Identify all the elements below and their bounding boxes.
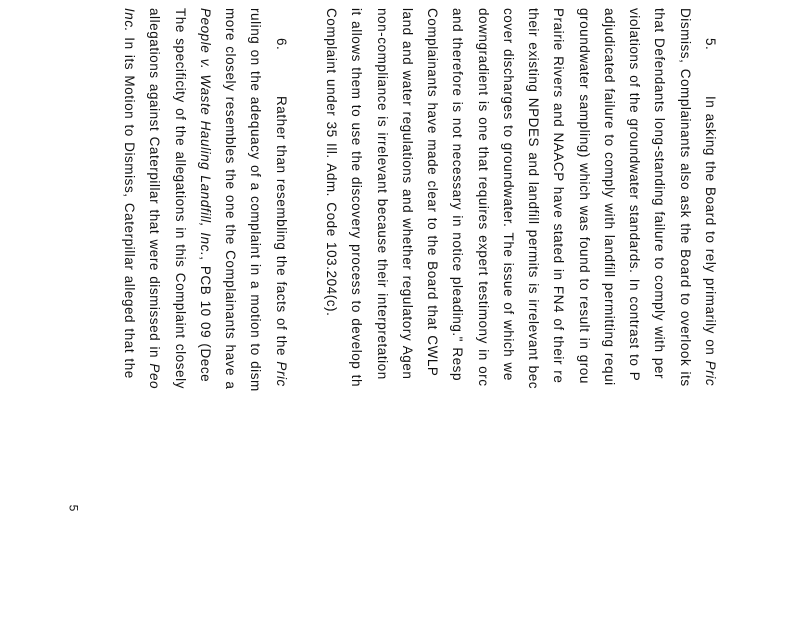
text-line: Complainants have made clear to the Board that CWLP [425,8,441,377]
case-name: Pric [273,361,289,387]
text-line: groundwater sampling) which was found to result in grou [576,8,592,384]
document-body [117,8,723,618]
text-line: downgradient is one that requires expert testimony in orc [475,8,491,387]
case-name: Peo [147,363,163,390]
text-line: more closely resembles the one the Complainants have a [223,8,239,390]
page-number: 5 [66,504,81,512]
paragraph-number: 6. [273,38,289,51]
text-line: ruling on the adequacy of a complaint in a motion to dism [248,8,264,392]
text-line: Dismiss, Complainants also ask the Board to overlook its [677,8,693,387]
text-line: allegations against Caterpillar that were dismissed in Peo [147,8,163,390]
text-line: Inc. In its Motion to Dismiss, Caterpillar alleged that the [122,8,138,379]
text-line: cover discharges to groundwater. The issue of which we [501,8,516,381]
text-line: non-compliance is irrelevant because their interpretation [374,8,390,380]
text-line: adjudicated failure to comply with landfill permitting requi [602,8,617,386]
paragraph-gap [294,8,319,618]
case-name: Pric [703,360,718,387]
text-line: People v. Waste Hauling Landfill, Inc., PCB 10 09 (Dece [198,8,213,383]
text-line: that Defendants long-standing failure to comply with per [652,8,668,379]
paragraph-number: 5. [703,38,718,51]
text-line: their existing NPDES and landfill permits is irrelevant bec [526,8,542,390]
paragraph-text: Rather than resembling the facts of the Pric [273,96,289,387]
case-citation: People v. Waste Hauling Landfill, Inc. [198,8,213,257]
case-name: Inc. [122,8,138,32]
text-line: it allows them to use the discovery process to develop th [349,8,365,388]
paragraph-5-first-line [698,8,723,618]
text-line: Prairie Rivers and NAACP have stated in FN4 of their re [551,8,567,384]
text-line: land and water regulations and whether regulatory Agen [400,8,415,380]
paragraph-6-first-line [269,8,294,618]
paragraph-text: In asking the Board to rely primarily on Pric [703,96,718,387]
text-line: The specificity of the allegations in this Complaint closely [172,8,188,389]
text-line: and therefore is not necessary in notice pleading." Resp [450,8,466,382]
text-line: Complaint under 35 Ill. Adm. Code 103.204(c). [324,8,340,317]
text-line: violations of the groundwater standards. In contrast to P [627,8,643,382]
